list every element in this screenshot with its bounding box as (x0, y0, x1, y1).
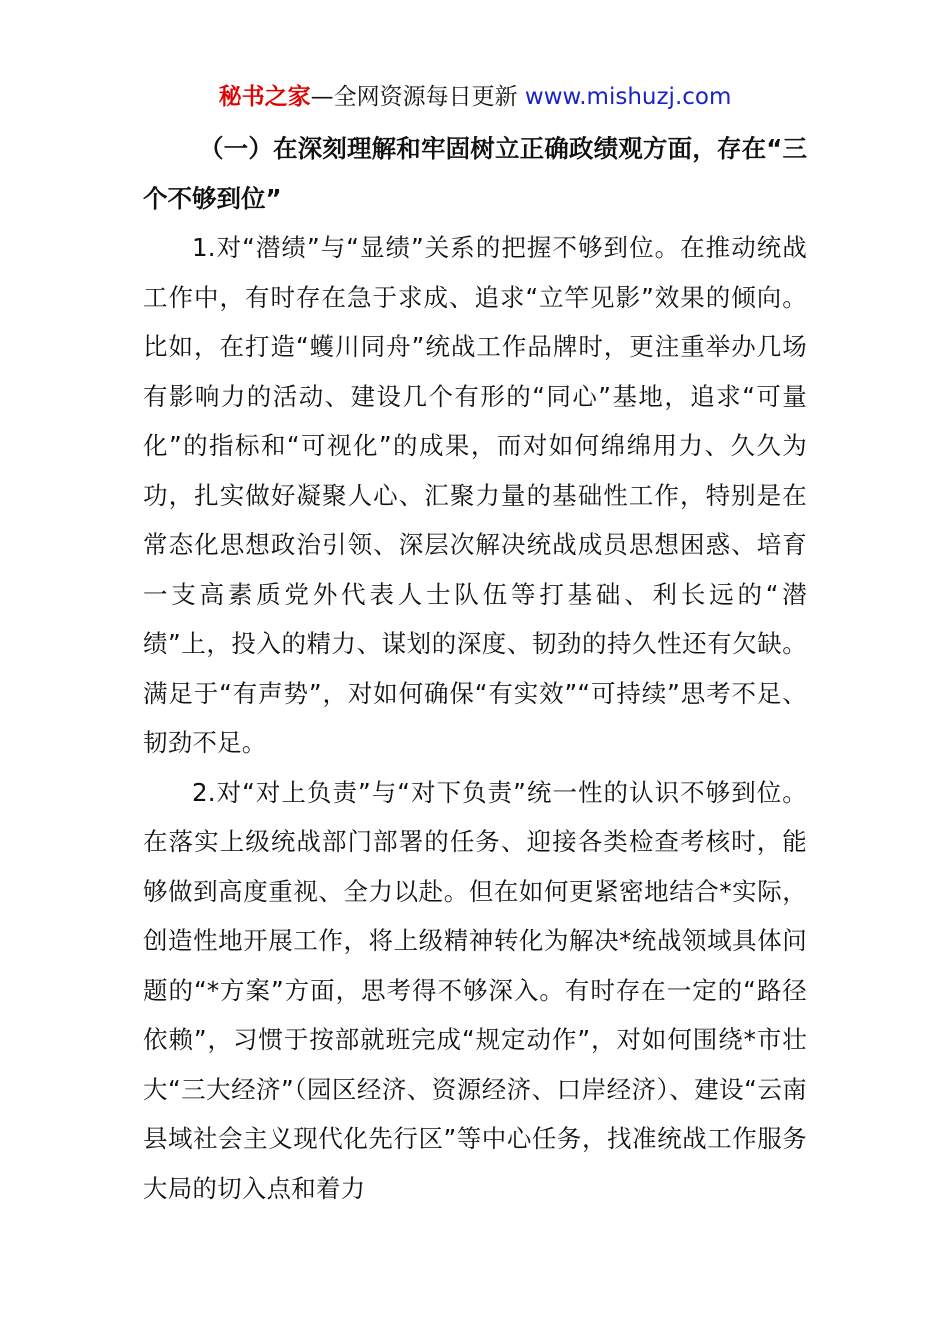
paragraph-2: 2.对“对上负责”与“对下负责”统一性的认识不够到位。在落实上级统战部门部署的任务、迎接各类检查考核时，能够做到高度重视、全力以赴。但在如何更紧密地结合*实际，创造性地开展工作，将上级精神转化为解决*统战领域具体问题的“*方案”方面，思考得不够深入。有时存在一定的“路径依赖”，习惯于按部就班完成“规定动作”，对如何围绕*市壮大“三大经济”（园区经济、资源经济、口岸经济）、建设“云南县域社会主义现代化先行区”等中心任务，找准统战工作服务大局的切入点和着力 (143, 777, 807, 1203)
site-header (0, 82, 950, 112)
brand-name: 秘书之家 (218, 84, 311, 110)
site-url-link[interactable]: www.mishuzj.com (524, 84, 732, 110)
site-tagline: —全网资源每日更新 (310, 84, 525, 110)
section-heading: （一）在深刻理解和牢固树立正确政绩观方面，存在“三个不够到位” (143, 134, 807, 213)
document-body (143, 124, 807, 1213)
paragraph-1: 1.对“潜绩”与“显绩”关系的把握不够到位。在推动统战工作中，有时存在急于求成、追求“立竿见影”效果的倾向。比如，在打造“蠖川同舟”统战工作品牌时，更注重举办几场有影响力的活动、建设几个有形的“同心”基地，追求“可量化”的指标和“可视化”的成果，而对如何绵绵用力、久久为功，扎实做好凝聚人心、汇聚力量的基础性工作，特别是在常态化思想政治引领、深层次解决统战成员思想困惑、培育一支高素质党外代表人士队伍等打基础、利长远的“潜绩”上，投入的精力、谋划的深度、韧劲的持久性还有欠缺。满足于“有声势”，对如何确保“有实效”“可持续”思考不足、韧劲不足。 (143, 233, 807, 757)
